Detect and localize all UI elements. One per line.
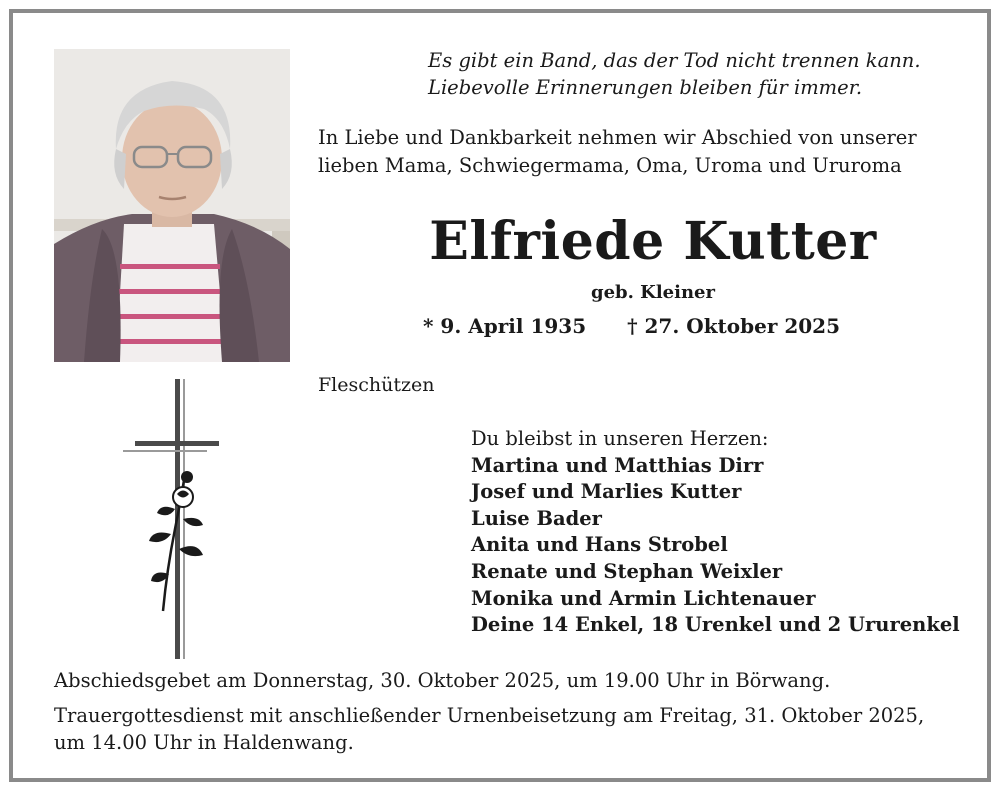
maiden-name: geb. Kleiner bbox=[591, 282, 715, 303]
verse-line: Es gibt ein Band, das der Tod nicht trennen kann. bbox=[428, 49, 921, 72]
mourner-entry: Martina und Matthias Dirr bbox=[471, 453, 764, 477]
mourner-entry: Deine 14 Enkel, 18 Urenkel und 2 Ururenkel bbox=[471, 613, 960, 637]
farewell-intro bbox=[318, 124, 978, 180]
obituary-frame bbox=[9, 9, 991, 782]
mourner-entry: Anita und Hans Strobel bbox=[471, 533, 728, 557]
portrait-illustration bbox=[54, 49, 290, 362]
verse-line: Liebevolle Erinnerungen bleiben für immer. bbox=[428, 76, 863, 99]
service-details bbox=[54, 667, 974, 756]
funeral-service-line: Trauergottesdienst mit anschließender Urnenbeisetzung am Freitag, 31. Oktober 2025, bbox=[54, 704, 925, 727]
prayer-service-line: Abschiedsgebet am Donnerstag, 30. Oktober 2025, um 19.00 Uhr in Börwang. bbox=[54, 669, 831, 692]
cross-with-rose-icon bbox=[123, 379, 233, 659]
intro-line: lieben Mama, Schwiegermama, Oma, Uroma und Ururoma bbox=[318, 154, 902, 177]
mourner-entry: Monika und Armin Lichtenauer bbox=[471, 586, 816, 610]
mourner-entry: Josef und Marlies Kutter bbox=[471, 480, 742, 504]
intro-line: In Liebe und Dankbarkeit nehmen wir Abschied von unserer bbox=[318, 126, 917, 149]
mourners-intro: Du bleibst in unseren Herzen: bbox=[471, 427, 769, 450]
mourners-list bbox=[471, 426, 991, 639]
life-dates bbox=[423, 314, 903, 338]
mourner-entry: Luise Bader bbox=[471, 506, 602, 530]
funeral-service-line: um 14.00 Uhr in Haldenwang. bbox=[54, 731, 354, 754]
birth-date: * 9. April 1935 bbox=[423, 314, 587, 338]
memorial-verse bbox=[428, 47, 968, 101]
deceased-name: Elfriede Kutter bbox=[429, 211, 877, 272]
residence-place: Fleschützen bbox=[318, 374, 435, 396]
mourner-entry: Renate und Stephan Weixler bbox=[471, 559, 783, 583]
death-date: † 27. Oktober 2025 bbox=[627, 314, 841, 338]
portrait-photo bbox=[54, 49, 290, 362]
